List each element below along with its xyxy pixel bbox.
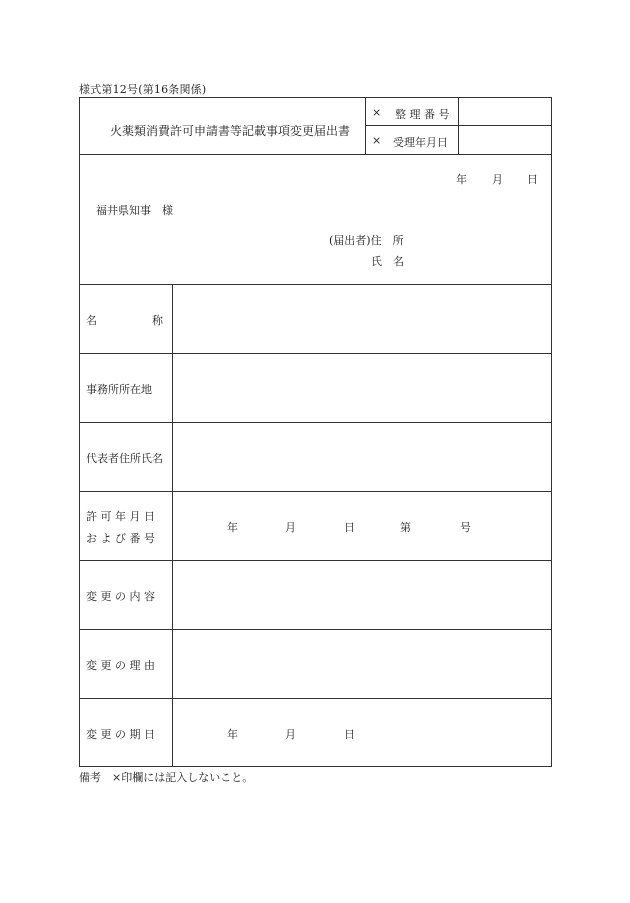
row-label-change-date: 変 更 の 期 日 bbox=[86, 728, 155, 741]
row-label-change-content: 変 更 の 内 容 bbox=[86, 590, 155, 603]
remarks-note: 備考 ×印欄には記入しないこと。 bbox=[79, 771, 254, 784]
date-year: 年 bbox=[456, 173, 467, 186]
permit-number-suffix: 号 bbox=[460, 521, 471, 534]
permit-number-prefix: 第 bbox=[400, 521, 411, 534]
change-day: 日 bbox=[344, 728, 355, 741]
notifier-address-label: (届出者)住 所 bbox=[329, 234, 404, 247]
change-year: 年 bbox=[227, 728, 238, 741]
notifier-name-label: 氏 名 bbox=[371, 255, 404, 268]
receipt-date-label: 受理年月日 bbox=[393, 136, 448, 149]
change-month: 月 bbox=[285, 728, 296, 741]
row-label-permit-number: お よ び 番 号 bbox=[86, 532, 155, 545]
office-use-mark: × bbox=[372, 106, 382, 119]
form-number-label: 様式第12号(第16条関係) bbox=[79, 83, 207, 96]
row-label-change-reason: 変 更 の 理 由 bbox=[86, 659, 155, 672]
reference-number-label: 整 理 番 号 bbox=[395, 108, 450, 121]
row-label-representative: 代表者住所氏名 bbox=[86, 452, 163, 465]
permit-day: 日 bbox=[344, 521, 355, 534]
row-label-name: 名 称 bbox=[86, 314, 163, 327]
permit-year: 年 bbox=[227, 521, 238, 534]
row-label-permit-date: 許 可 年 月 日 bbox=[86, 510, 155, 523]
permit-month: 月 bbox=[285, 521, 296, 534]
office-use-mark: × bbox=[372, 134, 382, 147]
form-title: 火薬類消費許可申請書等記載事項変更届出書 bbox=[110, 124, 351, 138]
form-frame bbox=[79, 97, 552, 767]
addressee: 福井県知事 様 bbox=[96, 204, 173, 217]
row-label-office-address: 事務所所在地 bbox=[86, 383, 152, 396]
date-day: 日 bbox=[527, 173, 538, 186]
date-month: 月 bbox=[492, 173, 503, 186]
